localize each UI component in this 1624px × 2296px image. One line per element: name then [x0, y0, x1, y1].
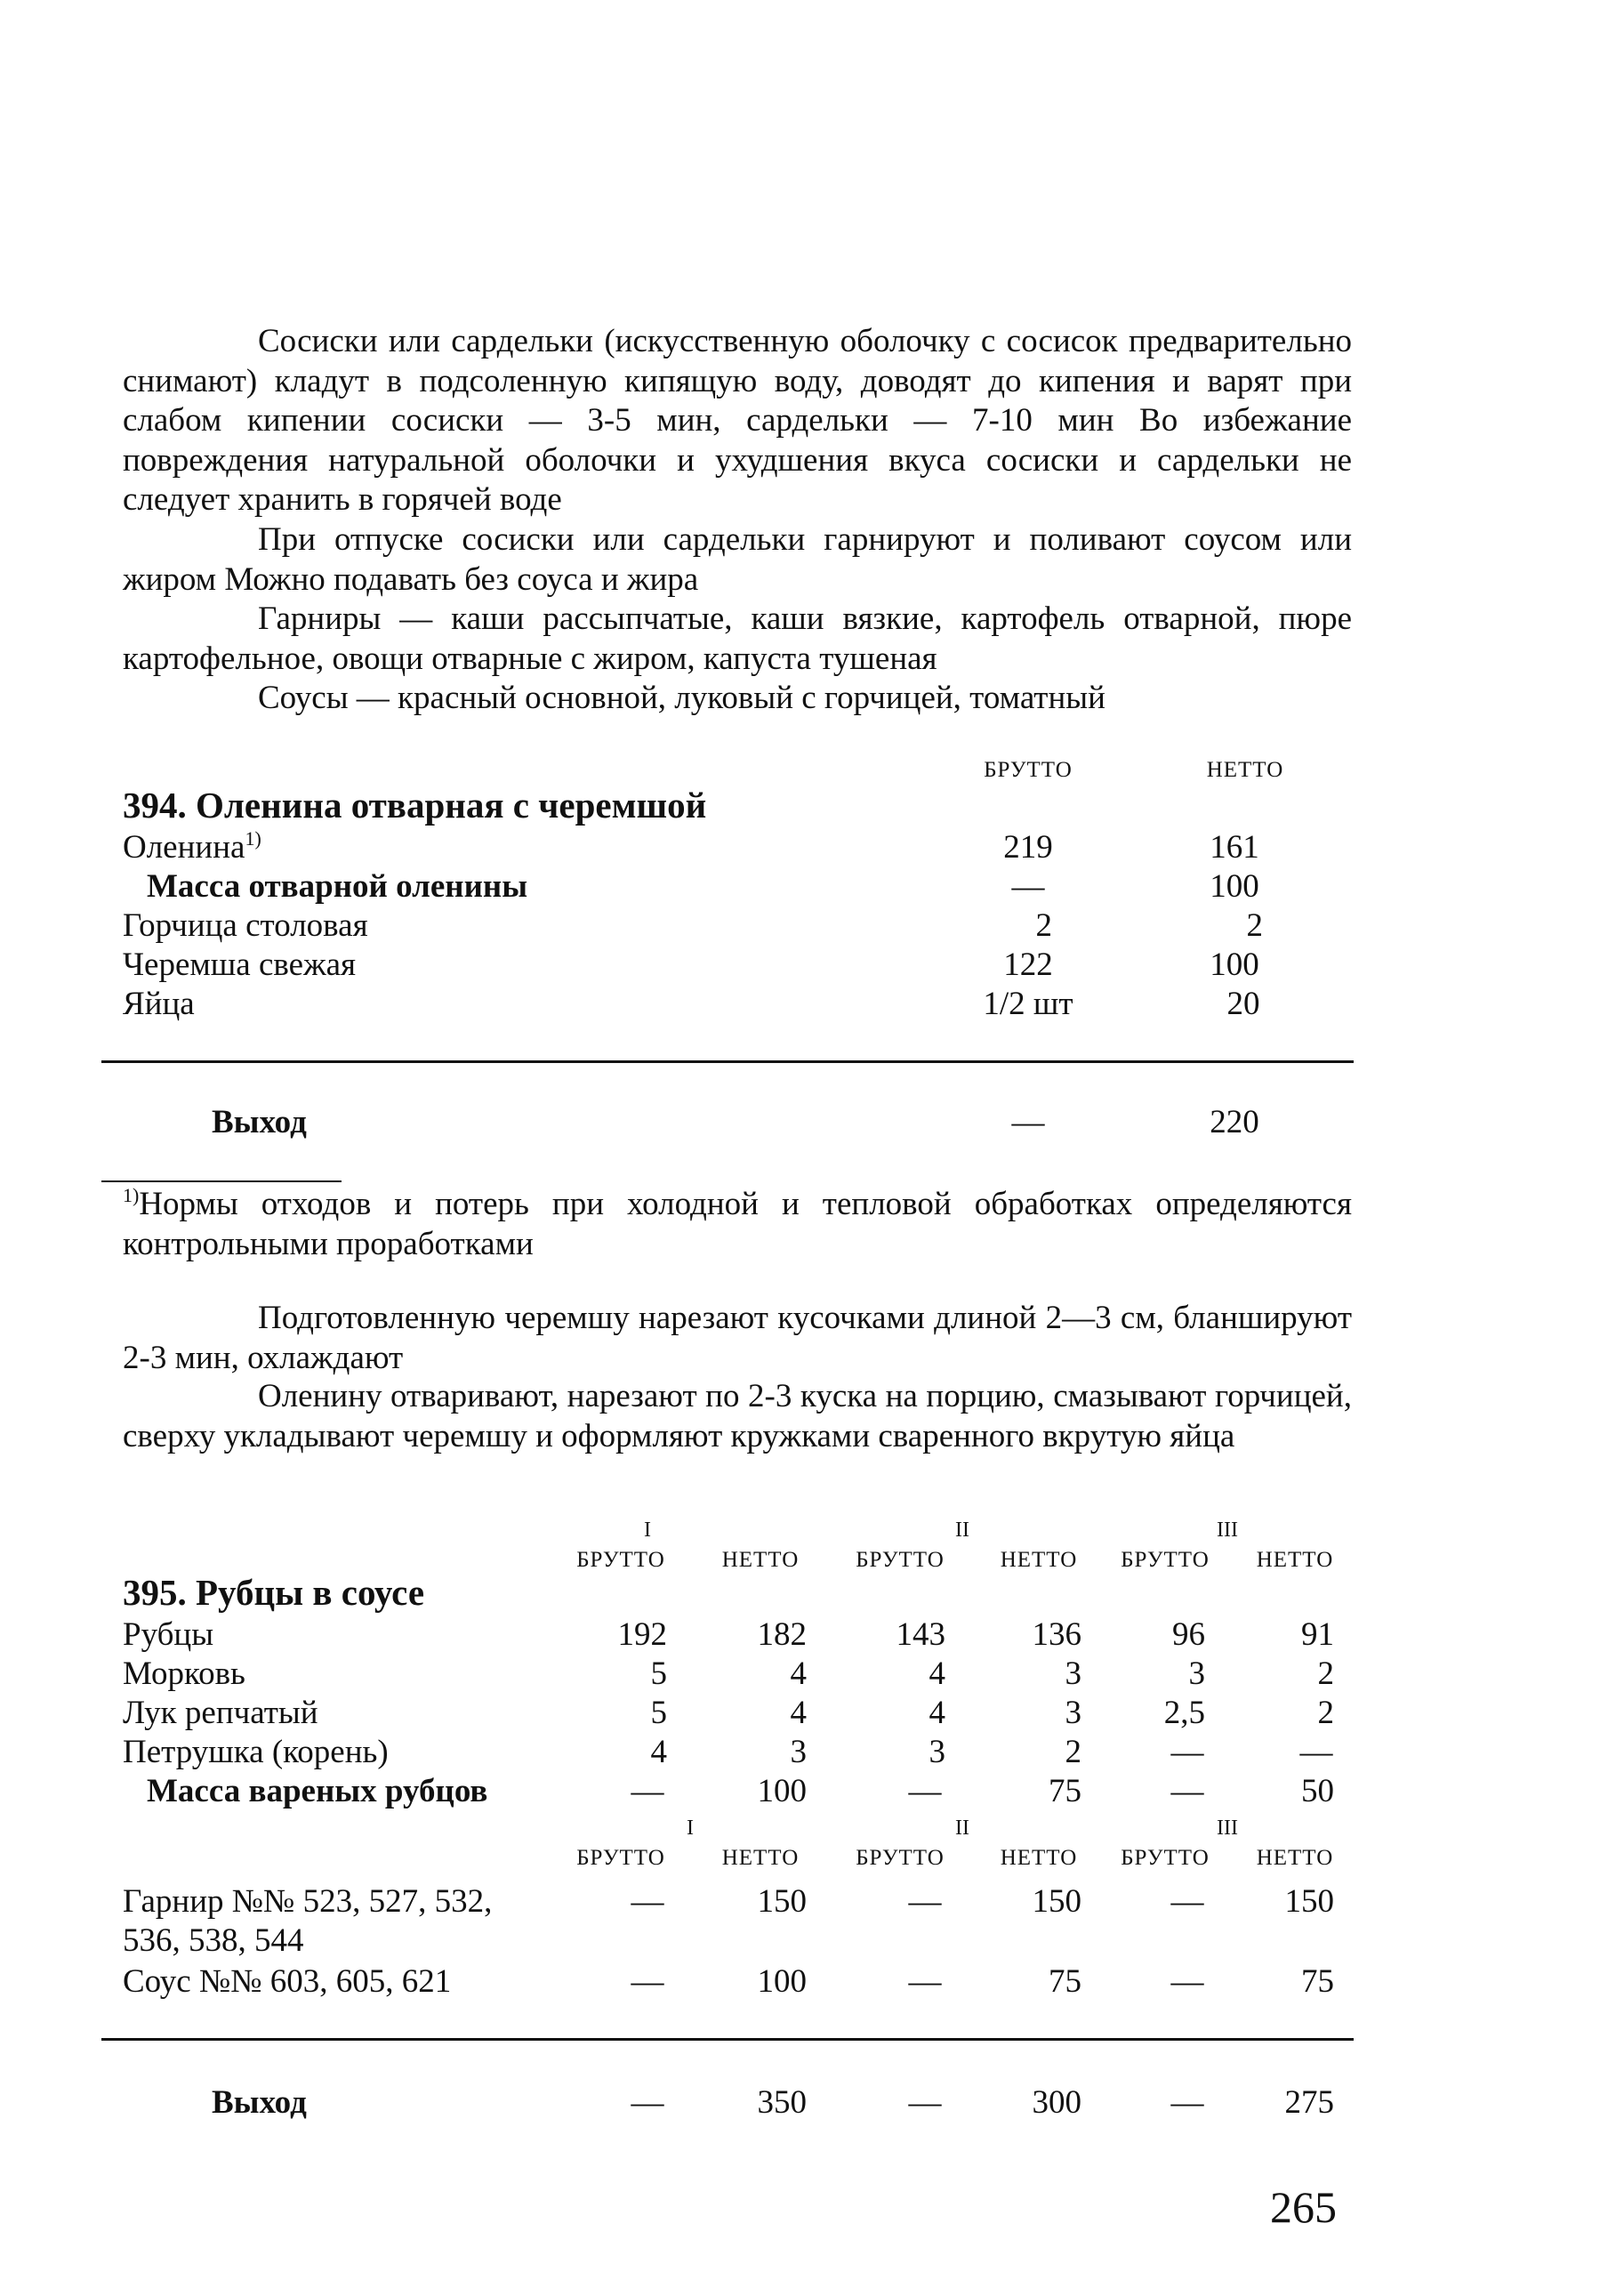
yield-netto: 220 — [1210, 1104, 1259, 1140]
cell-value: 100 — [757, 1963, 807, 2000]
cell-value: 192 — [617, 1616, 667, 1653]
col-brutto-header: БРУТТО — [576, 1548, 665, 1572]
col-netto-header: НЕТТО — [721, 1548, 800, 1572]
yield-label: Выход — [212, 2084, 307, 2121]
yield-value: — — [631, 2084, 664, 2121]
cell-value: 136 — [1032, 1616, 1081, 1653]
cell-value: 3 — [1065, 1695, 1081, 1731]
yield-value: 300 — [1032, 2084, 1081, 2121]
cell-value: 2 — [1065, 1734, 1081, 1770]
cell-value: 4 — [650, 1734, 667, 1770]
method-paragraph-1: Подготовленную черемшу нарезают кусочками длиной 2—3 см, бланшируют 2-3 мин, охлаждают — [123, 1300, 1352, 1376]
col-brutto-header: БРУТТО — [984, 758, 1073, 782]
yield-value: 275 — [1284, 2084, 1334, 2121]
cell-value: 143 — [896, 1616, 945, 1653]
brutto-value: 122 — [1003, 947, 1053, 983]
cell-value: 3 — [1065, 1656, 1081, 1692]
cell-value: — — [1170, 1734, 1204, 1770]
yield-brutto: — — [1011, 1104, 1045, 1140]
cell-value: 3 — [1188, 1656, 1205, 1692]
cell-value: 50 — [1301, 1773, 1334, 1809]
col-netto-header: НЕТТО — [1256, 1548, 1334, 1572]
ingredient-name: Гарнир №№ 523, 527, 532, — [123, 1883, 493, 1920]
cell-value: 4 — [929, 1656, 945, 1692]
cell-value: 5 — [650, 1695, 667, 1731]
column-group-2: II — [955, 1519, 969, 1542]
col-brutto-header: БРУТТО — [856, 1846, 945, 1870]
ingredient-name: Горчица столовая — [123, 907, 368, 944]
col-brutto-header: БРУТТО — [1121, 1548, 1210, 1572]
column-group-3: III — [1217, 1519, 1238, 1542]
ingredient-name: Рубцы — [123, 1616, 214, 1653]
yield-value: 350 — [757, 2084, 807, 2121]
col-brutto-header: БРУТТО — [1121, 1846, 1210, 1870]
ingredient-name: Морковь — [123, 1656, 245, 1692]
ingredient-name: Черемша свежая — [123, 947, 357, 983]
footnote-rule — [101, 1180, 342, 1182]
column-group-1: I — [644, 1519, 651, 1542]
ingredient-name: Петрушка (корень) — [123, 1734, 389, 1770]
brutto-value: 2 — [1035, 907, 1052, 944]
netto-value: 161 — [1210, 829, 1259, 866]
cell-value: 4 — [790, 1695, 807, 1731]
cell-value: — — [908, 1773, 942, 1809]
ingredient-name: Лук репчатый — [123, 1695, 318, 1731]
recipe-title: 394. Оленина отварная с черемшой — [123, 785, 707, 826]
cell-value: 3 — [929, 1734, 945, 1770]
col-netto-header: НЕТТО — [1000, 1548, 1078, 1572]
table-rule — [101, 1060, 1354, 1063]
ingredient-name: Яйца — [123, 986, 195, 1022]
brutto-value: 1/2 шт — [983, 986, 1073, 1022]
cell-value: — — [1170, 1883, 1204, 1920]
col-netto-header: НЕТТО — [1256, 1846, 1334, 1870]
cell-value: 2 — [1317, 1695, 1334, 1731]
intro-paragraph-4: Соусы — красный основной, луковый с горчицей, томатный — [258, 680, 1105, 716]
footnote-ref: 1) — [245, 827, 261, 850]
yield-label: Выход — [212, 1104, 307, 1140]
ingredient-name: Оленина$^{1)}$ — [123, 827, 261, 866]
cell-value: 150 — [1032, 1883, 1081, 1920]
cell-value: 2 — [1317, 1656, 1334, 1692]
ingredient-name: Масса отварной оленины — [147, 868, 528, 905]
cell-value: 75 — [1049, 1773, 1081, 1809]
netto-value: 20 — [1226, 986, 1260, 1022]
brutto-value: 219 — [1003, 829, 1053, 866]
cell-value: 2,5 — [1163, 1695, 1205, 1731]
footnote-mark: 1) — [123, 1184, 140, 1206]
cell-value: 4 — [790, 1656, 807, 1692]
table-rule — [101, 2038, 1354, 2041]
ingredient-name: Соус №№ 603, 605, 621 — [123, 1963, 452, 2000]
cell-value: — — [631, 1963, 664, 2000]
ingredient-name-cont: 536, 538, 544 — [123, 1922, 304, 1959]
yield-value: — — [908, 2084, 942, 2121]
cell-value: 3 — [790, 1734, 807, 1770]
cell-value: — — [1299, 1734, 1333, 1770]
cell-value: — — [631, 1883, 664, 1920]
cell-value: 100 — [757, 1773, 807, 1809]
cell-value: 5 — [650, 1656, 667, 1692]
intro-paragraph-2: При отпуске сосиски или сардельки гарнируют и поливают соусом или жиром Можно подавать без соуса и жира — [123, 521, 1352, 598]
cell-value: 182 — [757, 1616, 807, 1653]
cell-value: 4 — [929, 1695, 945, 1731]
yield-value: — — [1170, 2084, 1204, 2121]
netto-value: 100 — [1210, 868, 1259, 905]
col-netto-header: НЕТТО — [721, 1846, 800, 1870]
cell-value: 150 — [1284, 1883, 1334, 1920]
column-group-1: I — [687, 1817, 694, 1840]
page-number: 265 — [1270, 2182, 1337, 2232]
ingredient-name: Масса вареных рубцов — [147, 1773, 488, 1809]
column-group-2: II — [955, 1817, 969, 1840]
cell-value: — — [631, 1773, 664, 1809]
col-netto-header: НЕТТО — [1206, 758, 1284, 782]
cell-value: — — [908, 1963, 942, 2000]
brutto-value: — — [1011, 868, 1045, 905]
cell-value: 96 — [1172, 1616, 1205, 1653]
cell-value: — — [908, 1883, 942, 1920]
cell-value: 91 — [1301, 1616, 1334, 1653]
intro-paragraph-1: Сосиски или сардельки (искусственную оболочку с сосисок предварительно снимают) кладут в подсоленную кипящую воду, доводят до кипения и варят при слабом кипении сосиски — 3-5 мин, сардельки — 7-10 мин Во избежание повреждения натуральной оболочки и ухудшения вкуса сосиски и сардельки не следует хранить в горячей воде — [123, 323, 1352, 518]
footnote: $^{1)}$Нормы отходов и потерь при холодной и тепловой обработках определяются контрольными проработками — [123, 1184, 1352, 1262]
cell-value: — — [1170, 1773, 1204, 1809]
method-paragraph-2: Оленину отваривают, нарезают по 2-3 куска на порцию, смазывают горчицей, сверху укладывают черемшу и оформляют кружками сваренного вкрутую яйца — [123, 1378, 1352, 1454]
netto-value: 2 — [1246, 907, 1263, 944]
cell-value: 75 — [1301, 1963, 1334, 2000]
cell-value: 150 — [757, 1883, 807, 1920]
column-group-3: III — [1217, 1817, 1238, 1840]
col-netto-header: НЕТТО — [1000, 1846, 1078, 1870]
cell-value: 75 — [1049, 1963, 1081, 2000]
col-brutto-header: БРУТТО — [856, 1548, 945, 1572]
netto-value: 100 — [1210, 947, 1259, 983]
recipe-title: 395. Рубцы в соусе — [123, 1572, 425, 1613]
col-brutto-header: БРУТТО — [576, 1846, 665, 1870]
intro-paragraph-3: Гарниры — каши рассыпчатые, каши вязкие, картофель отварной, пюре картофельное, овощи отварные с жиром, капуста тушеная — [123, 600, 1352, 677]
cell-value: — — [1170, 1963, 1204, 2000]
